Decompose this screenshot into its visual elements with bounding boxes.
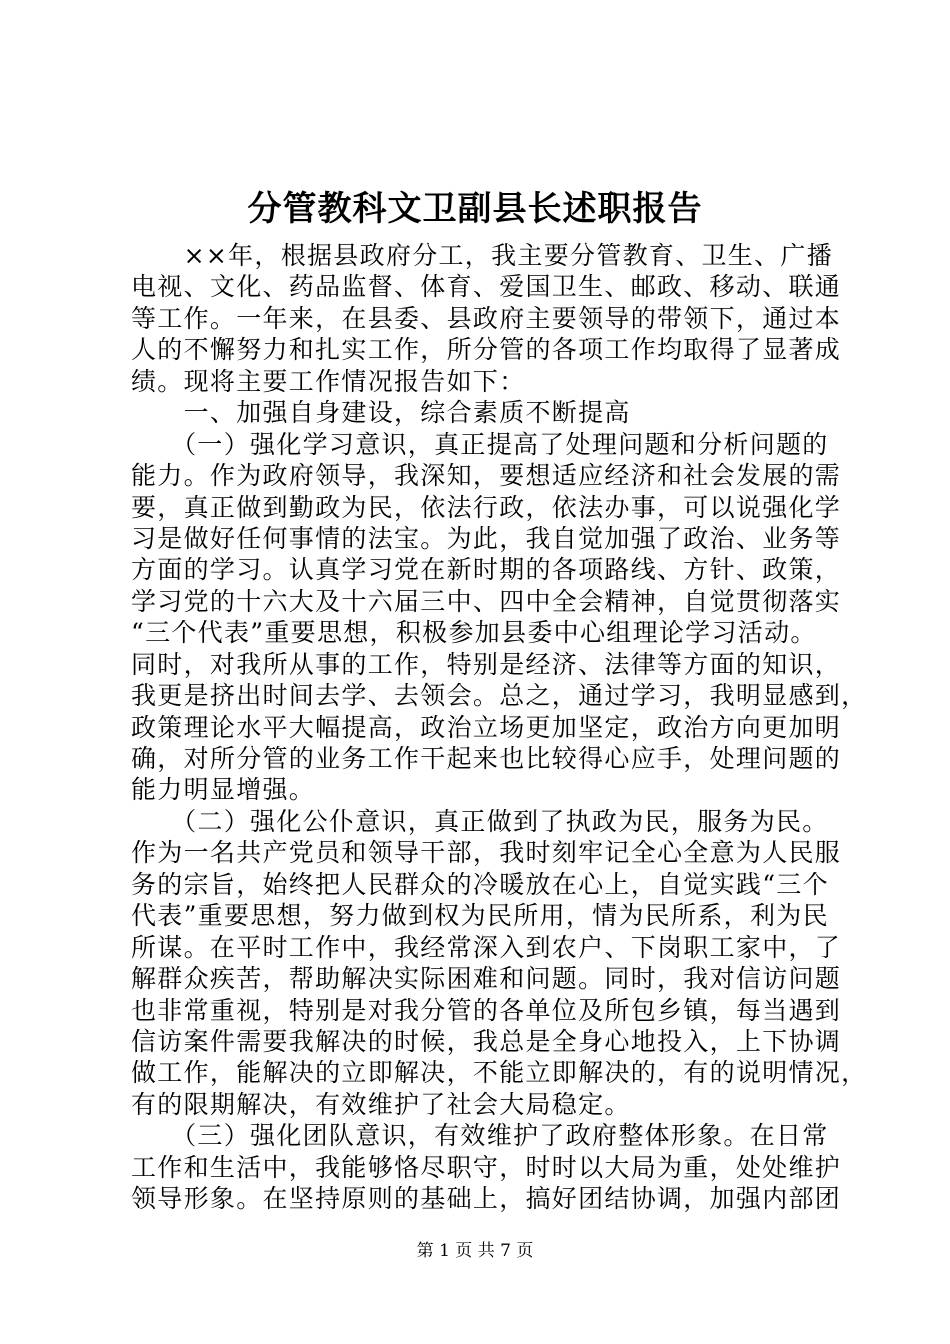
text-line: 做工作，能解决的立即解决，不能立即解决的，有的说明情况， <box>131 1058 868 1088</box>
text-line: 代表”重要思想，努力做到权为民所用，情为民所系，利为民 <box>131 901 829 931</box>
text-line: 能力明显增强。 <box>131 775 316 805</box>
text-line: 我更是挤出时间去学、去领会。总之，通过学习，我明显感到， <box>131 681 868 711</box>
text-line: “三个代表”重要思想，积极参加县委中心组理论学习活动。 <box>131 618 817 648</box>
text-line: 作为一名共产党员和领导干部，我时刻牢记全心全意为人民服 <box>131 838 842 868</box>
text-line: 电视、文化、药品监督、体育、爱国卫生、邮政、移动、联通 <box>131 272 842 302</box>
text-line: 习是做好任何事情的法宝。为此，我自觉加强了政治、业务等 <box>131 523 842 553</box>
text-line: 解群众疾苦，帮助解决实际困难和问题。同时，我对信访问题 <box>131 964 842 994</box>
text-line: 能力。作为政府领导，我深知，要想适应经济和社会发展的需 <box>131 461 842 491</box>
text-line: 工作和生活中，我能够恪尽职守，时时以大局为重，处处维护 <box>131 1152 842 1182</box>
section-heading: 一、加强自身建设，综合素质不断提高 <box>131 398 631 428</box>
text-line: 同时，对我所从事的工作，特别是经济、法律等方面的知识， <box>131 649 842 679</box>
text-line: 所谋。在平时工作中，我经常深入到农户、下岗职工家中，了 <box>131 932 842 962</box>
text-line: 要，真正做到勤政为民，依法行政，依法办事，可以说强化学 <box>131 492 842 522</box>
text-line: 有的限期解决，有效维护了社会大局稳定。 <box>131 1089 631 1119</box>
text-line: （一）强化学习意识，真正提高了处理问题和分析问题的 <box>131 429 829 459</box>
text-line: （二）强化公仆意识，真正做到了执政为民，服务为民。 <box>131 806 829 836</box>
page-number-footer: 第 1 页 共 7 页 <box>416 1241 534 1261</box>
text-line: 确，对所分管的业务工作干起来也比较得心应手，处理问题的 <box>131 744 842 773</box>
text-line: 信访案件需要我解决的时候，我总是全身心地投入，上下协调 <box>131 1026 842 1056</box>
text-line: 领导形象。在坚持原则的基础上，搞好团结协调，加强内部团 <box>131 1184 842 1214</box>
text-line: 也非常重视，特别是对我分管的各单位及所包乡镇，每当遇到 <box>131 995 842 1025</box>
text-line: 务的宗旨，始终把人民群众的冷暖放在心上，自觉实践“三个 <box>131 869 829 899</box>
text-line: 学习党的十六大及十六届三中、四中全会精神，自觉贯彻落实 <box>131 586 842 616</box>
text-line: 绩。现将主要工作情况报告如下： <box>131 366 526 396</box>
document-body <box>131 240 868 1215</box>
text-line: 方面的学习。认真学习党在新时期的各项路线、方针、政策， <box>131 555 842 585</box>
document-title: 分管教科文卫副县长述职报告 <box>247 189 703 229</box>
text-line: 等工作。一年来，在县委、县政府主要领导的带领下，通过本 <box>131 303 842 333</box>
text-line: ××年，根据县政府分工，我主要分管教育、卫生、广播 <box>131 241 833 270</box>
text-line: （三）强化团队意识，有效维护了政府整体形象。在日常 <box>131 1121 829 1151</box>
text-line: 人的不懈努力和扎实工作，所分管的各项工作均取得了显著成 <box>131 335 842 365</box>
text-line: 政策理论水平大幅提高，政治立场更加坚定，政治方向更加明 <box>131 712 842 742</box>
